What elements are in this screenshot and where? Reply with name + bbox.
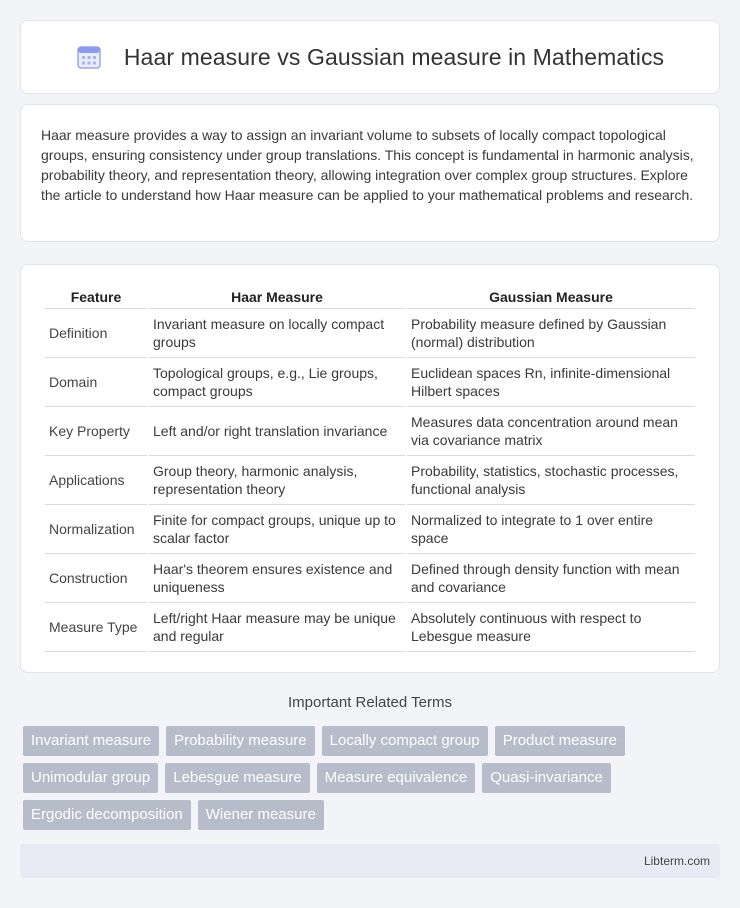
related-term-tag[interactable]: Quasi-invariance (482, 763, 611, 793)
related-term-tag[interactable]: Product measure (495, 726, 625, 756)
header-gaussian: Gaussian Measure (407, 283, 695, 309)
feature-cell: Construction (45, 554, 147, 603)
header-card (20, 20, 720, 94)
table-header-row (45, 283, 695, 309)
related-terms-title: Important Related Terms (288, 694, 452, 711)
table-row (45, 554, 695, 603)
comparison-table (43, 283, 697, 652)
haar-cell: Invariant measure on locally compact groups (149, 309, 405, 358)
footer (20, 844, 720, 878)
table-row (45, 358, 695, 407)
gaussian-cell: Absolutely continuous with respect to Lebesgue measure (407, 603, 695, 652)
gaussian-cell: Probability, statistics, stochastic processes, functional analysis (407, 456, 695, 505)
gaussian-cell: Measures data concentration around mean via covariance matrix (407, 407, 695, 456)
intro-card (20, 104, 720, 242)
related-terms-list (23, 726, 723, 830)
comparison-table-card (20, 264, 720, 673)
related-term-tag[interactable]: Probability measure (166, 726, 315, 756)
gaussian-cell: Normalized to integrate to 1 over entire space (407, 505, 695, 554)
feature-cell: Normalization (45, 505, 147, 554)
feature-cell: Measure Type (45, 603, 147, 652)
haar-cell: Finite for compact groups, unique up to scalar factor (149, 505, 405, 554)
haar-cell: Left and/or right translation invariance (149, 407, 405, 456)
haar-cell: Left/right Haar measure may be unique and regular (149, 603, 405, 652)
haar-cell: Topological groups, e.g., Lie groups, compact groups (149, 358, 405, 407)
header-feature: Feature (45, 283, 147, 309)
feature-cell: Applications (45, 456, 147, 505)
table-row (45, 456, 695, 505)
related-term-tag[interactable]: Locally compact group (322, 726, 488, 756)
haar-cell: Group theory, harmonic analysis, representation theory (149, 456, 405, 505)
header-haar: Haar Measure (149, 283, 405, 309)
table-row (45, 603, 695, 652)
gaussian-cell: Euclidean spaces Rn, infinite-dimensional Hilbert spaces (407, 358, 695, 407)
related-term-tag[interactable]: Invariant measure (23, 726, 159, 756)
table-row (45, 407, 695, 456)
haar-cell: Haar's theorem ensures existence and uniqueness (149, 554, 405, 603)
related-term-tag[interactable]: Unimodular group (23, 763, 158, 793)
gaussian-cell: Probability measure defined by Gaussian (normal) distribution (407, 309, 695, 358)
feature-cell: Key Property (45, 407, 147, 456)
related-term-tag[interactable]: Wiener measure (198, 800, 324, 830)
page-title: Haar measure vs Gaussian measure in Mathematics (123, 43, 665, 70)
calendar-icon (76, 44, 102, 70)
table-row (45, 505, 695, 554)
feature-cell: Domain (45, 358, 147, 407)
related-term-tag[interactable]: Ergodic decomposition (23, 800, 191, 830)
related-term-tag[interactable]: Measure equivalence (317, 763, 476, 793)
related-term-tag[interactable]: Lebesgue measure (165, 763, 309, 793)
footer-brand-link[interactable]: Libterm.com (643, 854, 710, 868)
table-row (45, 309, 695, 358)
gaussian-cell: Defined through density function with mean and covariance (407, 554, 695, 603)
intro-text: Haar measure provides a way to assign an invariant volume to subsets of locally compact topological groups, ensuring consistency under group translations. This concept is fundamental in harmonic analysis, probability theory, and representation theory, allowing integration over complex group structures. Explore the article to understand how Haar measure can be applied to your mathematical problems and research. (41, 127, 694, 203)
feature-cell: Definition (45, 309, 147, 358)
